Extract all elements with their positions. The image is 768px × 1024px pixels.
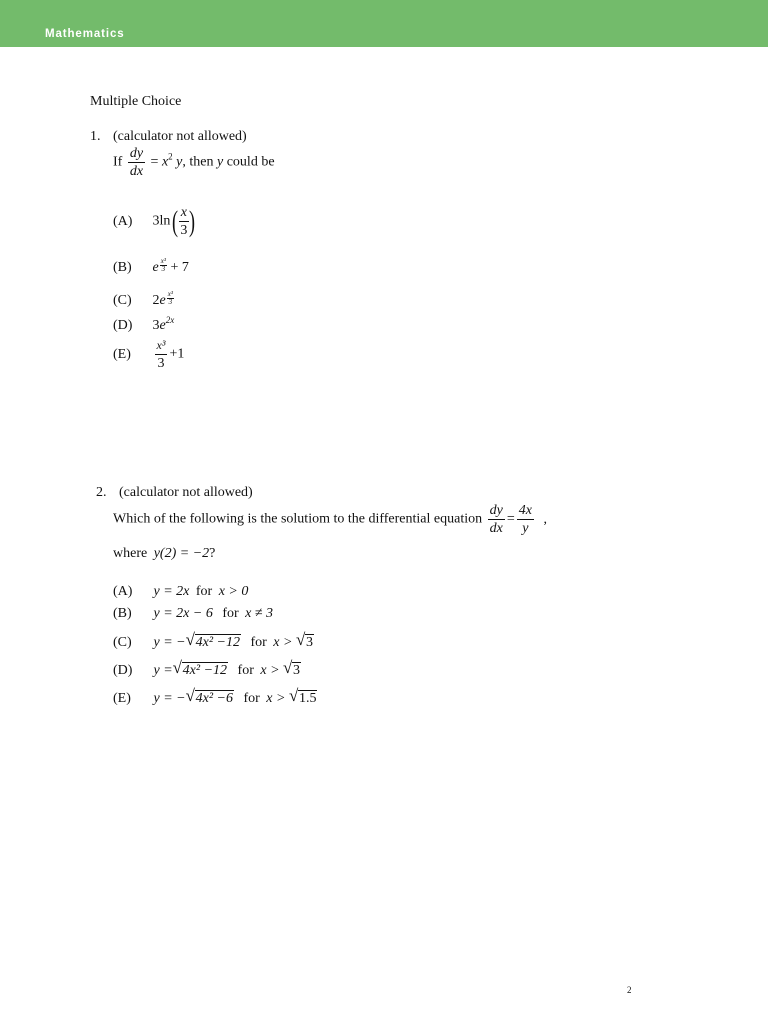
option-label: (D) bbox=[113, 663, 133, 678]
option-label: (B) bbox=[113, 606, 132, 621]
option-fraction: $\frac{\text{x³}}{3}$ bbox=[156, 338, 166, 371]
radical: √ 4x² −12 bbox=[172, 658, 228, 678]
header-banner bbox=[0, 0, 768, 47]
option-a[interactable]: (A) y = 2x for x > 0 bbox=[113, 584, 249, 599]
option-fraction: $\frac{x}{3}$ bbox=[180, 205, 188, 238]
subject-title: Mathematics bbox=[45, 28, 125, 40]
derivative-fraction: $\frac{dy}{dx}$ bbox=[489, 503, 503, 536]
calculator-note: (calculator not allowed) bbox=[113, 129, 247, 144]
option-label: (E) bbox=[113, 346, 131, 362]
radical: √ 3 bbox=[295, 630, 313, 650]
option-b[interactable]: (B) y = 2x − 6 for x ≠ 3 bbox=[113, 606, 274, 621]
radical: √ 4x² −6 bbox=[185, 686, 233, 706]
option-c[interactable]: (C) y = − √ 4x² −12 for x > √ 3 bbox=[113, 630, 313, 650]
option-c[interactable]: (C) 2e $\frac{\text{x³}}{3}$ bbox=[113, 290, 173, 308]
page-number: 2 bbox=[627, 985, 632, 995]
question-condition: where y(2) = −2? bbox=[113, 546, 216, 561]
radical: √ 1.5 bbox=[288, 686, 317, 706]
option-label: (B) bbox=[113, 260, 132, 275]
option-label: (A) bbox=[113, 213, 133, 229]
rhs-fraction: $\frac{4x}{y}$ bbox=[518, 503, 532, 536]
option-e[interactable]: (E) y = − √ 4x² −6 for x > √ 1.5 bbox=[113, 686, 317, 706]
option-a[interactable]: (A) 3ln( $\frac{x}{3}$ ) bbox=[113, 204, 196, 238]
exponent-fraction: $\frac{\text{x³}}{3}$ bbox=[167, 290, 173, 306]
calculator-note: (calculator not allowed) bbox=[119, 485, 253, 500]
radical: √ 3 bbox=[283, 658, 301, 678]
section-title: Multiple Choice bbox=[90, 94, 182, 109]
radical: √ 4x² −12 bbox=[185, 630, 240, 650]
exponent-fraction: $\frac{\text{x³}}{3}$ bbox=[160, 257, 166, 273]
question-stem: If $\frac{dy}{dx}$ = $x^2$ y, then y could be bbox=[113, 146, 275, 179]
option-label: (E) bbox=[113, 691, 131, 706]
option-b[interactable]: (B) e $\frac{\text{x³}}{3}$ + 7 bbox=[113, 257, 189, 275]
option-label: (C) bbox=[113, 635, 132, 650]
question-number: 2. bbox=[96, 485, 107, 500]
option-d[interactable]: (D) y = √ 4x² −12 for x > √ 3 bbox=[113, 658, 301, 678]
option-d[interactable]: (D) $3e^{2x}$ bbox=[113, 315, 175, 333]
option-label: (D) bbox=[113, 318, 133, 333]
option-label: (A) bbox=[113, 584, 133, 599]
option-label: (C) bbox=[113, 293, 132, 308]
question-number: 1. bbox=[90, 129, 101, 144]
option-e[interactable]: (E) $\frac{\text{x³}}{3}$ +1 bbox=[113, 338, 185, 371]
question-stem: Which of the following is the solutiom to the differential equation $\frac{dy}{dx}$ = $\frac{4x}{y}$ , bbox=[113, 503, 547, 536]
derivative-fraction: $\frac{dy}{dx}$ bbox=[129, 146, 144, 179]
